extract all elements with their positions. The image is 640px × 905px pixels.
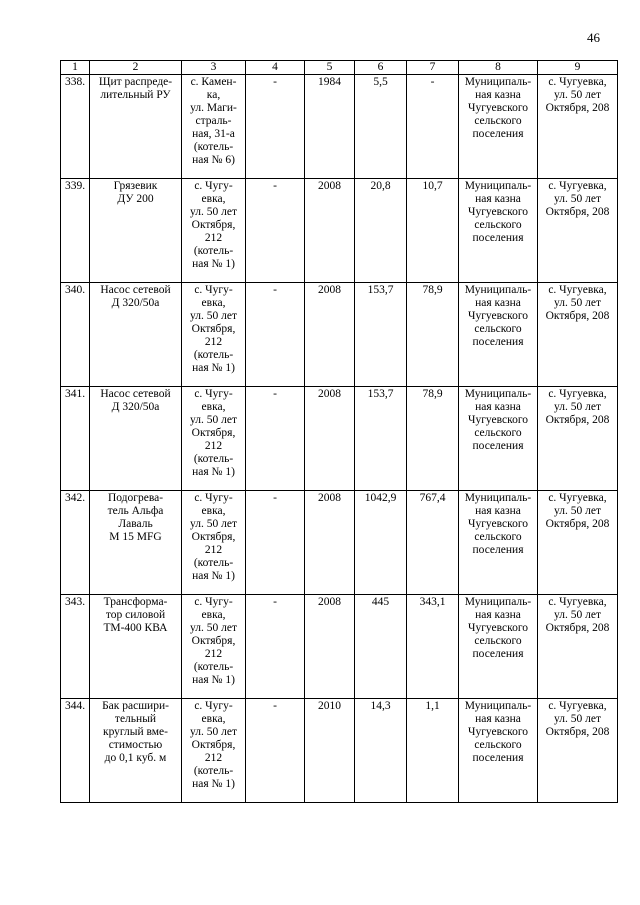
table-row xyxy=(61,387,618,491)
col6-value: 1042,9 xyxy=(355,491,407,595)
item-name: Бак расшири- тельный круглый вме- стимостью до 0,1 куб. м xyxy=(90,699,182,803)
property-register-table xyxy=(60,60,618,803)
item-name: Насос сетевой Д 320/50а xyxy=(90,387,182,491)
location-value: с. Чугуевка, ул. 50 лет Октября, 208 xyxy=(538,595,618,699)
table-row xyxy=(61,595,618,699)
table-row xyxy=(61,699,618,803)
item-address: с. Чугу- евка, ул. 50 лет Октября, 212 (котель- ная № 1) xyxy=(182,699,246,803)
col4-value: - xyxy=(246,179,305,283)
col6-value: 153,7 xyxy=(355,283,407,387)
item-name: Грязевик ДУ 200 xyxy=(90,179,182,283)
year-value: 2008 xyxy=(305,387,355,491)
year-value: 1984 xyxy=(305,75,355,179)
row-number: 342. xyxy=(61,491,90,595)
table-row xyxy=(61,179,618,283)
col7-value: 10,7 xyxy=(407,179,459,283)
page-number: 46 xyxy=(587,30,600,45)
column-number: 9 xyxy=(538,61,618,75)
table-row xyxy=(61,491,618,595)
owner-value: Муниципаль- ная казна Чугуевского сельского поселения xyxy=(459,179,538,283)
owner-value: Муниципаль- ная казна Чугуевского сельского поселения xyxy=(459,491,538,595)
year-value: 2008 xyxy=(305,179,355,283)
col6-value: 445 xyxy=(355,595,407,699)
item-address: с. Чугу- евка, ул. 50 лет Октября, 212 (котель- ная № 1) xyxy=(182,491,246,595)
row-number: 344. xyxy=(61,699,90,803)
col6-value: 153,7 xyxy=(355,387,407,491)
table-row xyxy=(61,75,618,179)
column-number: 6 xyxy=(355,61,407,75)
item-address: с. Камен- ка, ул. Маги- страль- ная, 31-а (котель- ная № 6) xyxy=(182,75,246,179)
col4-value: - xyxy=(246,75,305,179)
col4-value: - xyxy=(246,699,305,803)
row-number: 341. xyxy=(61,387,90,491)
col6-value: 5,5 xyxy=(355,75,407,179)
owner-value: Муниципаль- ная казна Чугуевского сельского поселения xyxy=(459,75,538,179)
item-address: с. Чугу- евка, ул. 50 лет Октября, 212 (котель- ная № 1) xyxy=(182,595,246,699)
column-number: 4 xyxy=(246,61,305,75)
table-row xyxy=(61,283,618,387)
year-value: 2008 xyxy=(305,283,355,387)
item-address: с. Чугу- евка, ул. 50 лет Октября, 212 (котель- ная № 1) xyxy=(182,179,246,283)
col4-value: - xyxy=(246,491,305,595)
col6-value: 14,3 xyxy=(355,699,407,803)
item-name: Насос сетевой Д 320/50а xyxy=(90,283,182,387)
owner-value: Муниципаль- ная казна Чугуевского сельского поселения xyxy=(459,595,538,699)
col7-value: 343,1 xyxy=(407,595,459,699)
item-name: Щит распреде- лительный РУ xyxy=(90,75,182,179)
col6-value: 20,8 xyxy=(355,179,407,283)
column-number: 5 xyxy=(305,61,355,75)
location-value: с. Чугуевка, ул. 50 лет Октября, 208 xyxy=(538,283,618,387)
row-number: 339. xyxy=(61,179,90,283)
column-number: 1 xyxy=(61,61,90,75)
year-value: 2008 xyxy=(305,595,355,699)
year-value: 2010 xyxy=(305,699,355,803)
location-value: с. Чугуевка, ул. 50 лет Октября, 208 xyxy=(538,179,618,283)
column-number-row xyxy=(61,61,618,75)
col7-value: 767,4 xyxy=(407,491,459,595)
owner-value: Муниципаль- ная казна Чугуевского сельского поселения xyxy=(459,699,538,803)
col4-value: - xyxy=(246,283,305,387)
col7-value: - xyxy=(407,75,459,179)
row-number: 340. xyxy=(61,283,90,387)
location-value: с. Чугуевка, ул. 50 лет Октября, 208 xyxy=(538,75,618,179)
column-number: 3 xyxy=(182,61,246,75)
col7-value: 78,9 xyxy=(407,283,459,387)
item-address: с. Чугу- евка, ул. 50 лет Октября, 212 (котель- ная № 1) xyxy=(182,387,246,491)
row-number: 338. xyxy=(61,75,90,179)
location-value: с. Чугуевка, ул. 50 лет Октября, 208 xyxy=(538,699,618,803)
col7-value: 1,1 xyxy=(407,699,459,803)
year-value: 2008 xyxy=(305,491,355,595)
location-value: с. Чугуевка, ул. 50 лет Октября, 208 xyxy=(538,491,618,595)
row-number: 343. xyxy=(61,595,90,699)
item-address: с. Чугу- евка, ул. 50 лет Октября, 212 (котель- ная № 1) xyxy=(182,283,246,387)
owner-value: Муниципаль- ная казна Чугуевского сельского поселения xyxy=(459,283,538,387)
item-name: Подогрева- тель Альфа Лаваль М 15 MFG xyxy=(90,491,182,595)
column-number: 8 xyxy=(459,61,538,75)
owner-value: Муниципаль- ная казна Чугуевского сельского поселения xyxy=(459,387,538,491)
col4-value: - xyxy=(246,595,305,699)
col7-value: 78,9 xyxy=(407,387,459,491)
col4-value: - xyxy=(246,387,305,491)
column-number: 7 xyxy=(407,61,459,75)
location-value: с. Чугуевка, ул. 50 лет Октября, 208 xyxy=(538,387,618,491)
item-name: Трансформа- тор силовой ТМ-400 КВА xyxy=(90,595,182,699)
column-number: 2 xyxy=(90,61,182,75)
